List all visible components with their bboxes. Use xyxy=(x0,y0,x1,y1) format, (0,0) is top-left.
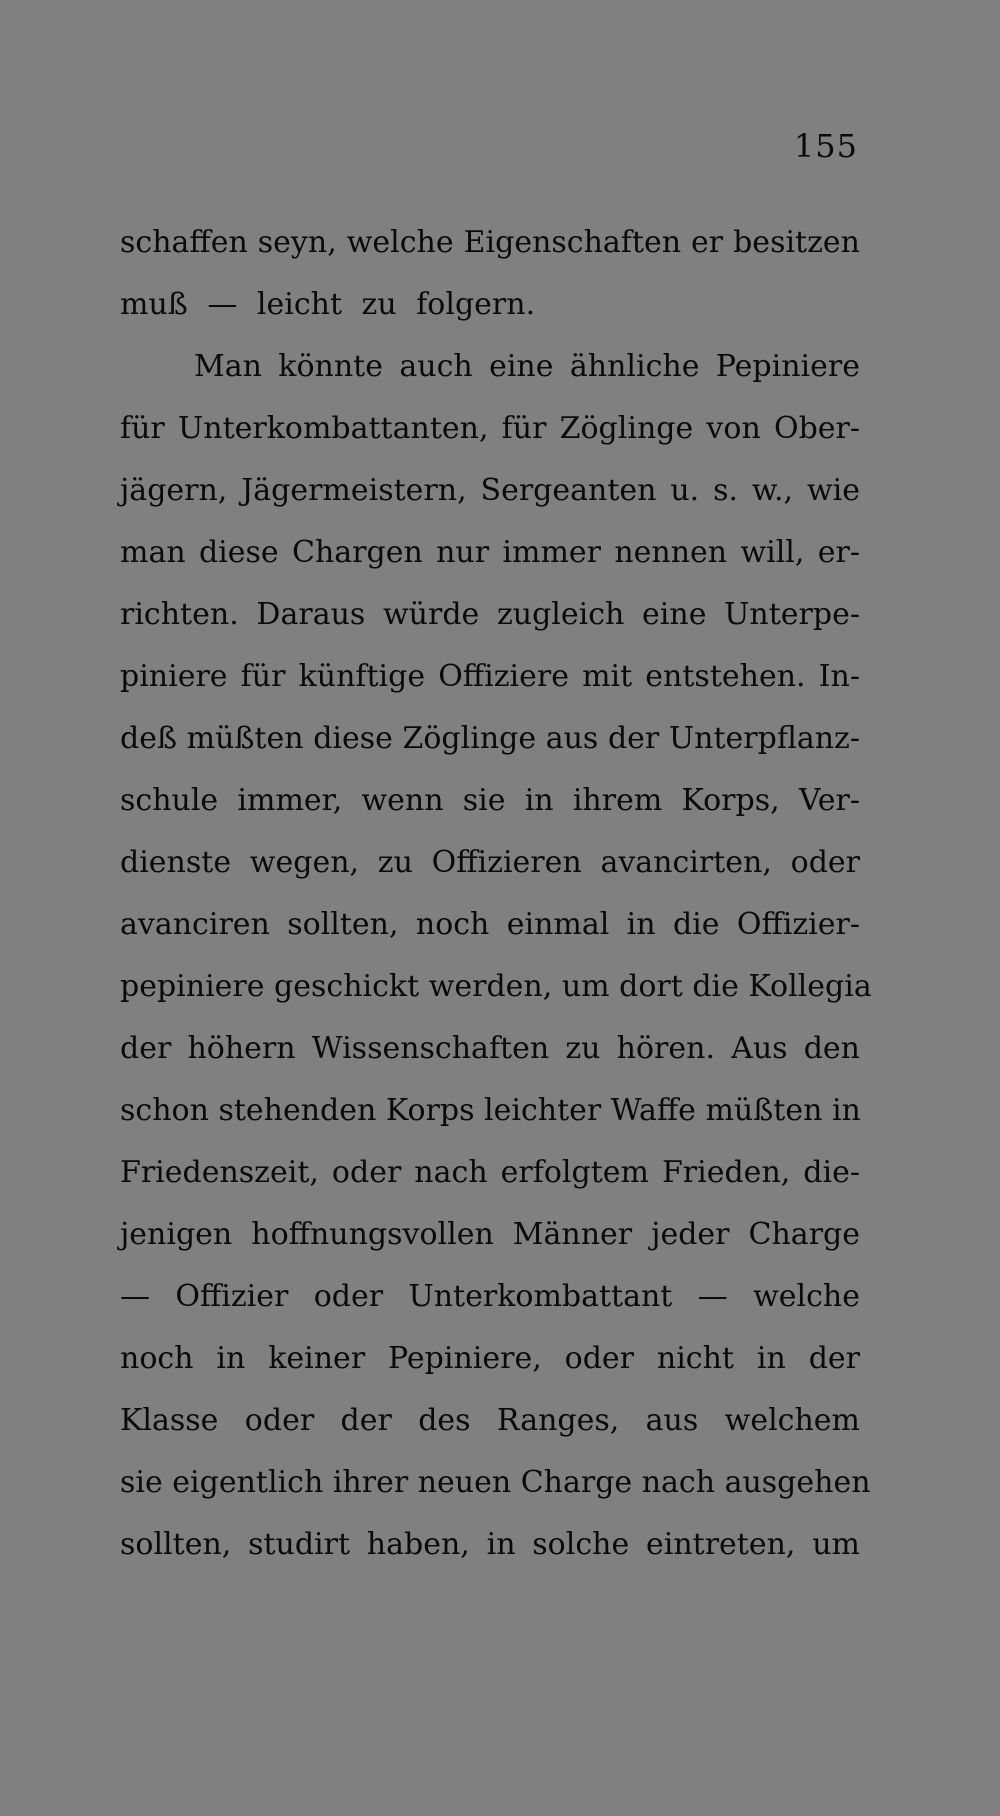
text-line: sie eigentlich ihrer neuen Charge nach ausgehen xyxy=(120,1465,871,1500)
text-line: Friedenszeit, oder nach erfolgtem Frieden, die- xyxy=(120,1155,860,1190)
text-line: man diese Chargen nur immer nennen will, er- xyxy=(120,535,860,570)
text-line: der höhern Wissenschaften zu hören. Aus den xyxy=(120,1031,860,1066)
text-line: pepiniere geschickt werden, um dort die Kollegia xyxy=(120,969,872,1004)
text-line: schaffen seyn, welche Eigenschaften er besitzen xyxy=(120,225,860,260)
text-line: muß — leicht zu folgern. xyxy=(120,287,536,322)
text-line: sollten, studirt haben, in solche eintreten, um xyxy=(120,1527,860,1562)
text-line: avanciren sollten, noch einmal in die Offizier- xyxy=(120,907,860,942)
text-line: jägern, Jägermeistern, Sergeanten u. s. w., wie xyxy=(120,473,860,508)
text-line: — Offizier oder Unterkombattant — welche xyxy=(120,1279,860,1314)
body-text xyxy=(120,212,872,1576)
text-line: jenigen hoffnungsvollen Männer jeder Charge xyxy=(120,1217,860,1252)
text-line: richten. Daraus würde zugleich eine Unterpe- xyxy=(120,597,860,632)
text-line: Man könnte auch eine ähnliche Pepiniere xyxy=(194,349,860,384)
text-line: deß müßten diese Zöglinge aus der Unterpflanz- xyxy=(120,721,860,756)
text-line: schon stehenden Korps leichter Waffe müßten in xyxy=(120,1093,861,1128)
text-line: für Unterkombattanten, für Zöglinge von Ober- xyxy=(120,411,860,446)
text-line: piniere für künftige Offiziere mit entstehen. In- xyxy=(120,659,860,694)
page-number: 155 xyxy=(793,127,858,165)
text-line: dienste wegen, zu Offizieren avancirten, oder xyxy=(120,845,860,880)
text-line: schule immer, wenn sie in ihrem Korps, Ver- xyxy=(120,783,860,818)
text-line: noch in keiner Pepiniere, oder nicht in der xyxy=(120,1341,860,1376)
text-line: Klasse oder der des Ranges, aus welchem xyxy=(120,1403,860,1438)
